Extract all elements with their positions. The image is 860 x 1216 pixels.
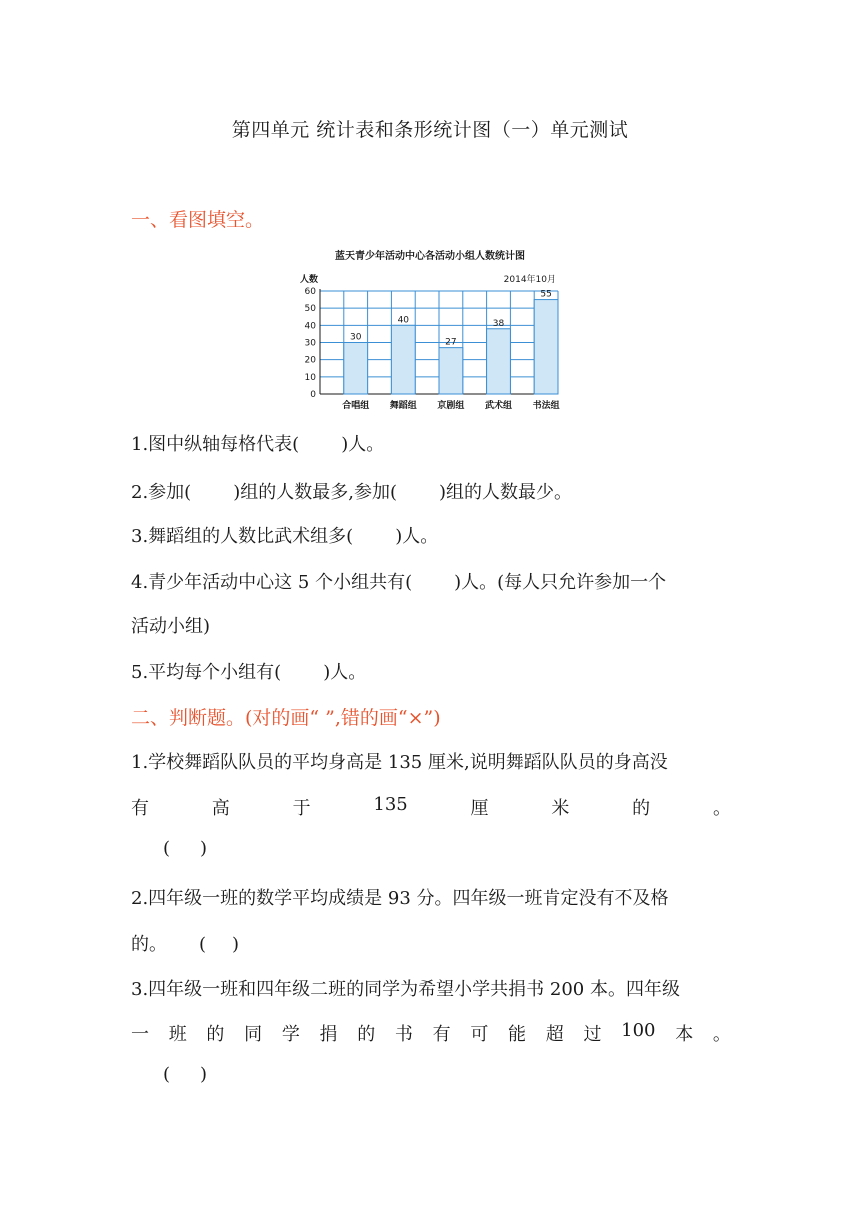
answer-parens-3[interactable]: [163, 1064, 207, 1085]
question-2-2-line2: [131, 930, 239, 956]
char: 。: [712, 798, 731, 819]
char: 同: [244, 1024, 263, 1045]
char: 有: [131, 798, 149, 819]
bar: [344, 343, 368, 395]
q-text: 3.四年级一班和四年级二班的同学为希望小学共捐书 200 本。四年级: [131, 979, 680, 1000]
char: 的: [632, 798, 651, 819]
char: 超: [545, 1024, 564, 1045]
paren-close: ): [200, 838, 208, 859]
y-tick-label: 30: [304, 338, 316, 349]
paren-close: ): [232, 934, 240, 955]
page-title: 第四单元 统计表和条形统计图（一）单元测试: [231, 119, 629, 141]
q-text: )人。(每人只允许参加一个: [454, 572, 667, 593]
data-label: 27: [445, 337, 457, 348]
q-text: 的。: [131, 934, 167, 955]
question-2-3: [131, 975, 680, 1001]
chart-x-ticks: [342, 399, 559, 411]
x-tick-label: 武术组: [484, 401, 513, 411]
bar: [439, 348, 463, 394]
question-2-2: [131, 884, 669, 910]
q-text: )组的人数最多,参加(: [233, 482, 397, 503]
chart-bars: [344, 290, 558, 394]
paren-open: (: [163, 838, 171, 859]
chart-title: 蓝天青少年活动中心各活动小组人数统计图: [335, 251, 525, 262]
x-tick-label: 书法组: [532, 401, 560, 411]
char: 135: [373, 794, 408, 815]
y-tick-label: 50: [304, 304, 316, 315]
bar-chart: [290, 245, 580, 415]
y-tick-label: 60: [304, 287, 316, 297]
chart-date-note: 2014年10月: [503, 275, 556, 285]
answer-parens-2[interactable]: [199, 934, 239, 955]
char: 能: [508, 1024, 527, 1045]
char: 的: [357, 1024, 376, 1045]
q-text: )人。: [341, 434, 385, 455]
char: 可: [470, 1024, 489, 1045]
section-2-heading: 二、判断题。(对的画“ ”,错的画“×”): [131, 707, 441, 729]
char: 本: [675, 1024, 694, 1045]
char: 100: [621, 1020, 656, 1041]
q-text: )组的人数最少。: [438, 482, 573, 503]
y-tick-label: 0: [310, 390, 316, 400]
data-label: 40: [397, 315, 410, 326]
y-tick-label: 20: [304, 355, 316, 366]
q-text: )人。: [323, 662, 367, 683]
paren-open: (: [199, 934, 207, 955]
bar: [534, 300, 558, 394]
chart-y-ticks: [305, 287, 317, 400]
question-1-5: [131, 658, 366, 684]
q-text: )人。: [395, 526, 439, 547]
q-text: 2.参加(: [131, 482, 192, 503]
char: 于: [292, 798, 311, 819]
q-text: 5.平均每个小组有(: [131, 662, 282, 683]
chart-ylabel: 人数: [300, 275, 319, 285]
char: 高: [211, 798, 230, 819]
char: 捐: [319, 1024, 338, 1045]
question-1-1: [131, 430, 384, 456]
char: 学: [281, 1024, 300, 1045]
char: 书: [394, 1024, 413, 1045]
q-text: 1.学校舞蹈队队员的平均身高是 135 厘米,说明舞蹈队队员的身高没: [131, 752, 668, 773]
section-1-heading: 一、看图填空。: [131, 209, 265, 231]
char: 的: [206, 1024, 225, 1045]
paren-close: ): [200, 1064, 208, 1085]
char: 班: [168, 1024, 187, 1045]
question-2-3-line2: [131, 1020, 731, 1046]
question-1-2: [131, 478, 572, 504]
question-1-4-cont: [131, 612, 210, 638]
paren-open: (: [163, 1064, 171, 1085]
x-tick-label: 合唱组: [342, 401, 370, 411]
bar: [391, 325, 415, 394]
y-tick-label: 10: [304, 372, 316, 383]
question-1-3: [131, 522, 438, 548]
answer-parens-1[interactable]: [163, 838, 207, 859]
data-label: 55: [540, 289, 552, 300]
x-tick-label: 舞蹈组: [389, 401, 417, 411]
char: 米: [551, 798, 570, 819]
data-label: 38: [492, 318, 505, 329]
data-label: 30: [349, 332, 362, 343]
q-text: 4.青少年活动中心这 5 个小组共有(: [131, 572, 413, 593]
question-1-4: [131, 568, 666, 594]
q-text: 3.舞蹈组的人数比武术组多(: [131, 526, 354, 547]
y-tick-label: 40: [304, 321, 316, 332]
q-text: 活动小组): [131, 616, 211, 637]
char: 过: [583, 1024, 602, 1045]
char: 。: [712, 1024, 731, 1045]
bar: [487, 329, 511, 394]
q-text: 1.图中纵轴每格代表(: [131, 434, 300, 455]
char: 一: [131, 1024, 149, 1045]
char: 有: [432, 1024, 451, 1045]
question-2-1-line2: [131, 794, 731, 820]
q-text: 2.四年级一班的数学平均成绩是 93 分。四年级一班肯定没有不及格: [131, 888, 669, 909]
x-tick-label: 京剧组: [437, 401, 465, 411]
char: 厘: [470, 798, 489, 819]
question-2-1: [131, 748, 668, 774]
